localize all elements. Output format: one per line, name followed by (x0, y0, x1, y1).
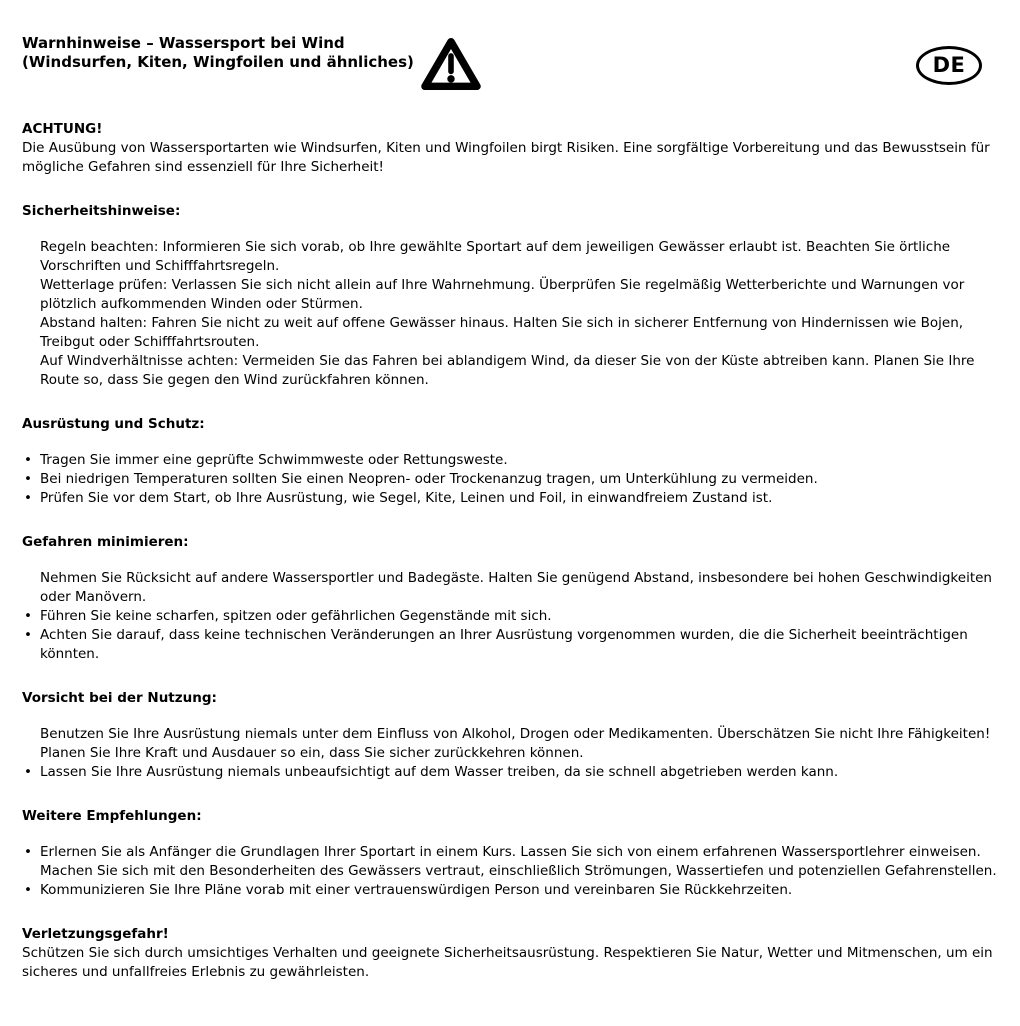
section-heading-ausruestung-und-schutz: Ausrüstung und Schutz: (22, 416, 205, 432)
bullet-marker: • (24, 627, 32, 643)
bullet-marker: • (24, 882, 32, 898)
list-item (22, 276, 1000, 314)
section-heading-vorsicht-bei-der-nutzung: Vorsicht bei der Nutzung: (22, 690, 217, 706)
language-badge-label: DE (932, 53, 966, 77)
page-title (22, 34, 414, 71)
list-item (22, 569, 1000, 607)
list-item-text: Bei niedrigen Temperaturen sollten Sie einen Neopren- oder Trockenanzug tragen, um Unterkühlung zu vermeiden. (40, 471, 818, 487)
language-badge (916, 46, 982, 85)
section-list-gefahren-minimieren (22, 569, 1000, 664)
list-item (22, 626, 1000, 664)
list-item-text: Regeln beachten: Informieren Sie sich vorab, ob Ihre gewählte Sportart auf dem jeweiligen Gewässer erlaubt ist. Beachten Sie örtliche Vorschriften und Schifffahrtsregeln. (40, 239, 951, 274)
list-item-text: Machen Sie sich mit den Besonderheiten des Gewässers vertraut, einschließlich Strömungen, Wassertiefen und potenziellen Gefahrenstellen. (40, 863, 997, 879)
section-heading-weitere-empfehlungen: Weitere Empfehlungen: (22, 808, 202, 824)
bullet-marker: • (24, 764, 32, 780)
list-item-text: Erlernen Sie als Anfänger die Grundlagen Ihrer Sportart in einem Kurs. Lassen Sie sich von einem erfahrenen Wassersportlehrer einweisen. (40, 844, 981, 860)
list-item-text: Kommunizieren Sie Ihre Pläne vorab mit einer vertrauenswürdigen Person und vereinbaren Sie Rückkehrzeiten. (40, 882, 793, 898)
section-list-sicherheitshinweise (22, 238, 1000, 390)
section-heading-sicherheitshinweise: Sicherheitshinweise: (22, 203, 181, 219)
page-title-line2: (Windsurfen, Kiten, Wingfoilen und ähnliches) (22, 52, 414, 71)
list-item (22, 725, 1000, 763)
list-item (22, 881, 1000, 900)
document-header (22, 34, 1002, 98)
list-item (22, 862, 1000, 881)
outro-heading: Verletzungsgefahr! (22, 926, 169, 942)
list-item (22, 451, 1000, 470)
list-item-text: Abstand halten: Fahren Sie nicht zu weit auf offene Gewässer hinaus. Halten Sie sich in sicherer Entfernung von Hindernissen wie Bojen, Treibgut oder Schifffahrtsrouten. (40, 315, 964, 350)
list-item (22, 352, 1000, 390)
bullet-marker: • (24, 471, 32, 487)
bullet-marker: • (24, 844, 32, 860)
section-list-weitere-empfehlungen (22, 843, 1000, 900)
list-item-text: Tragen Sie immer eine geprüfte Schwimmweste oder Rettungsweste. (40, 452, 508, 468)
list-item (22, 489, 1000, 508)
list-item-text: Lassen Sie Ihre Ausrüstung niemals unbeaufsichtigt auf dem Wasser treiben, da sie schnell abgetrieben werden kann. (40, 764, 839, 780)
bullet-marker: • (24, 608, 32, 624)
intro-heading: ACHTUNG! (22, 121, 103, 137)
list-item (22, 607, 1000, 626)
list-item-text: Nehmen Sie Rücksicht auf andere Wassersportler und Badegäste. Halten Sie genügend Abstand, insbesondere bei hohen Geschwindigkeiten oder Manövern. (40, 570, 992, 605)
list-item-text: Wetterlage prüfen: Verlassen Sie sich nicht allein auf Ihre Wahrnehmung. Überprüfen Sie regelmäßig Wetterberichte und Warnungen vor plötzlich aufkommenden Winden oder Stürmen. (40, 277, 965, 312)
list-item (22, 314, 1000, 352)
list-item-text: Auf Windverhältnisse achten: Vermeiden Sie das Fahren bei ablandigem Wind, da dieser Sie von der Küste abtreiben kann. Planen Sie Ihre Route so, dass Sie gegen den Wind zurückfahren können. (40, 353, 975, 388)
warning-triangle-icon (420, 36, 482, 98)
list-item-text: Benutzen Sie Ihre Ausrüstung niemals unter dem Einfluss von Alkohol, Drogen oder Medikamenten. Überschätzen Sie nicht Ihre Fähigkeiten! Planen Sie Ihre Kraft und Ausdauer so ein, dass Sie sicher zurückkehren können. (40, 726, 991, 761)
list-item (22, 470, 1000, 489)
list-item-text: Achten Sie darauf, dass keine technischen Veränderungen an Ihrer Ausrüstung vorgenommen wurden, die die Sicherheit beeinträchtigen könnten. (40, 627, 968, 662)
outro-body: Schützen Sie sich durch umsichtiges Verhalten und geeignete Sicherheitsausrüstung. Respektieren Sie Natur, Wetter und Mitmenschen, um ein sicheres und unfallfreies Erlebnis zu gewährleisten. (22, 945, 993, 980)
section-heading-gefahren-minimieren: Gefahren minimieren: (22, 534, 189, 550)
bullet-marker: • (24, 490, 32, 506)
list-item (22, 843, 1000, 862)
list-item-text: Führen Sie keine scharfen, spitzen oder gefährlichen Gegenstände mit sich. (40, 608, 552, 624)
list-item (22, 238, 1000, 276)
bullet-marker: • (24, 452, 32, 468)
section-list-vorsicht-bei-der-nutzung (22, 725, 1000, 782)
list-item-text: Prüfen Sie vor dem Start, ob Ihre Ausrüstung, wie Segel, Kite, Leinen und Foil, in einwandfreiem Zustand ist. (40, 490, 773, 506)
list-item (22, 763, 1000, 782)
page-title-line1: Warnhinweise – Wassersport bei Wind (22, 34, 345, 52)
intro-body: Die Ausübung von Wassersportarten wie Windsurfen, Kiten und Wingfoilen birgt Risiken. Eine sorgfältige Vorbereitung und das Bewusstsein für mögliche Gefahren sind essenziell für Ihre Sicherheit! (22, 140, 990, 175)
section-list-ausruestung-und-schutz (22, 451, 1000, 508)
